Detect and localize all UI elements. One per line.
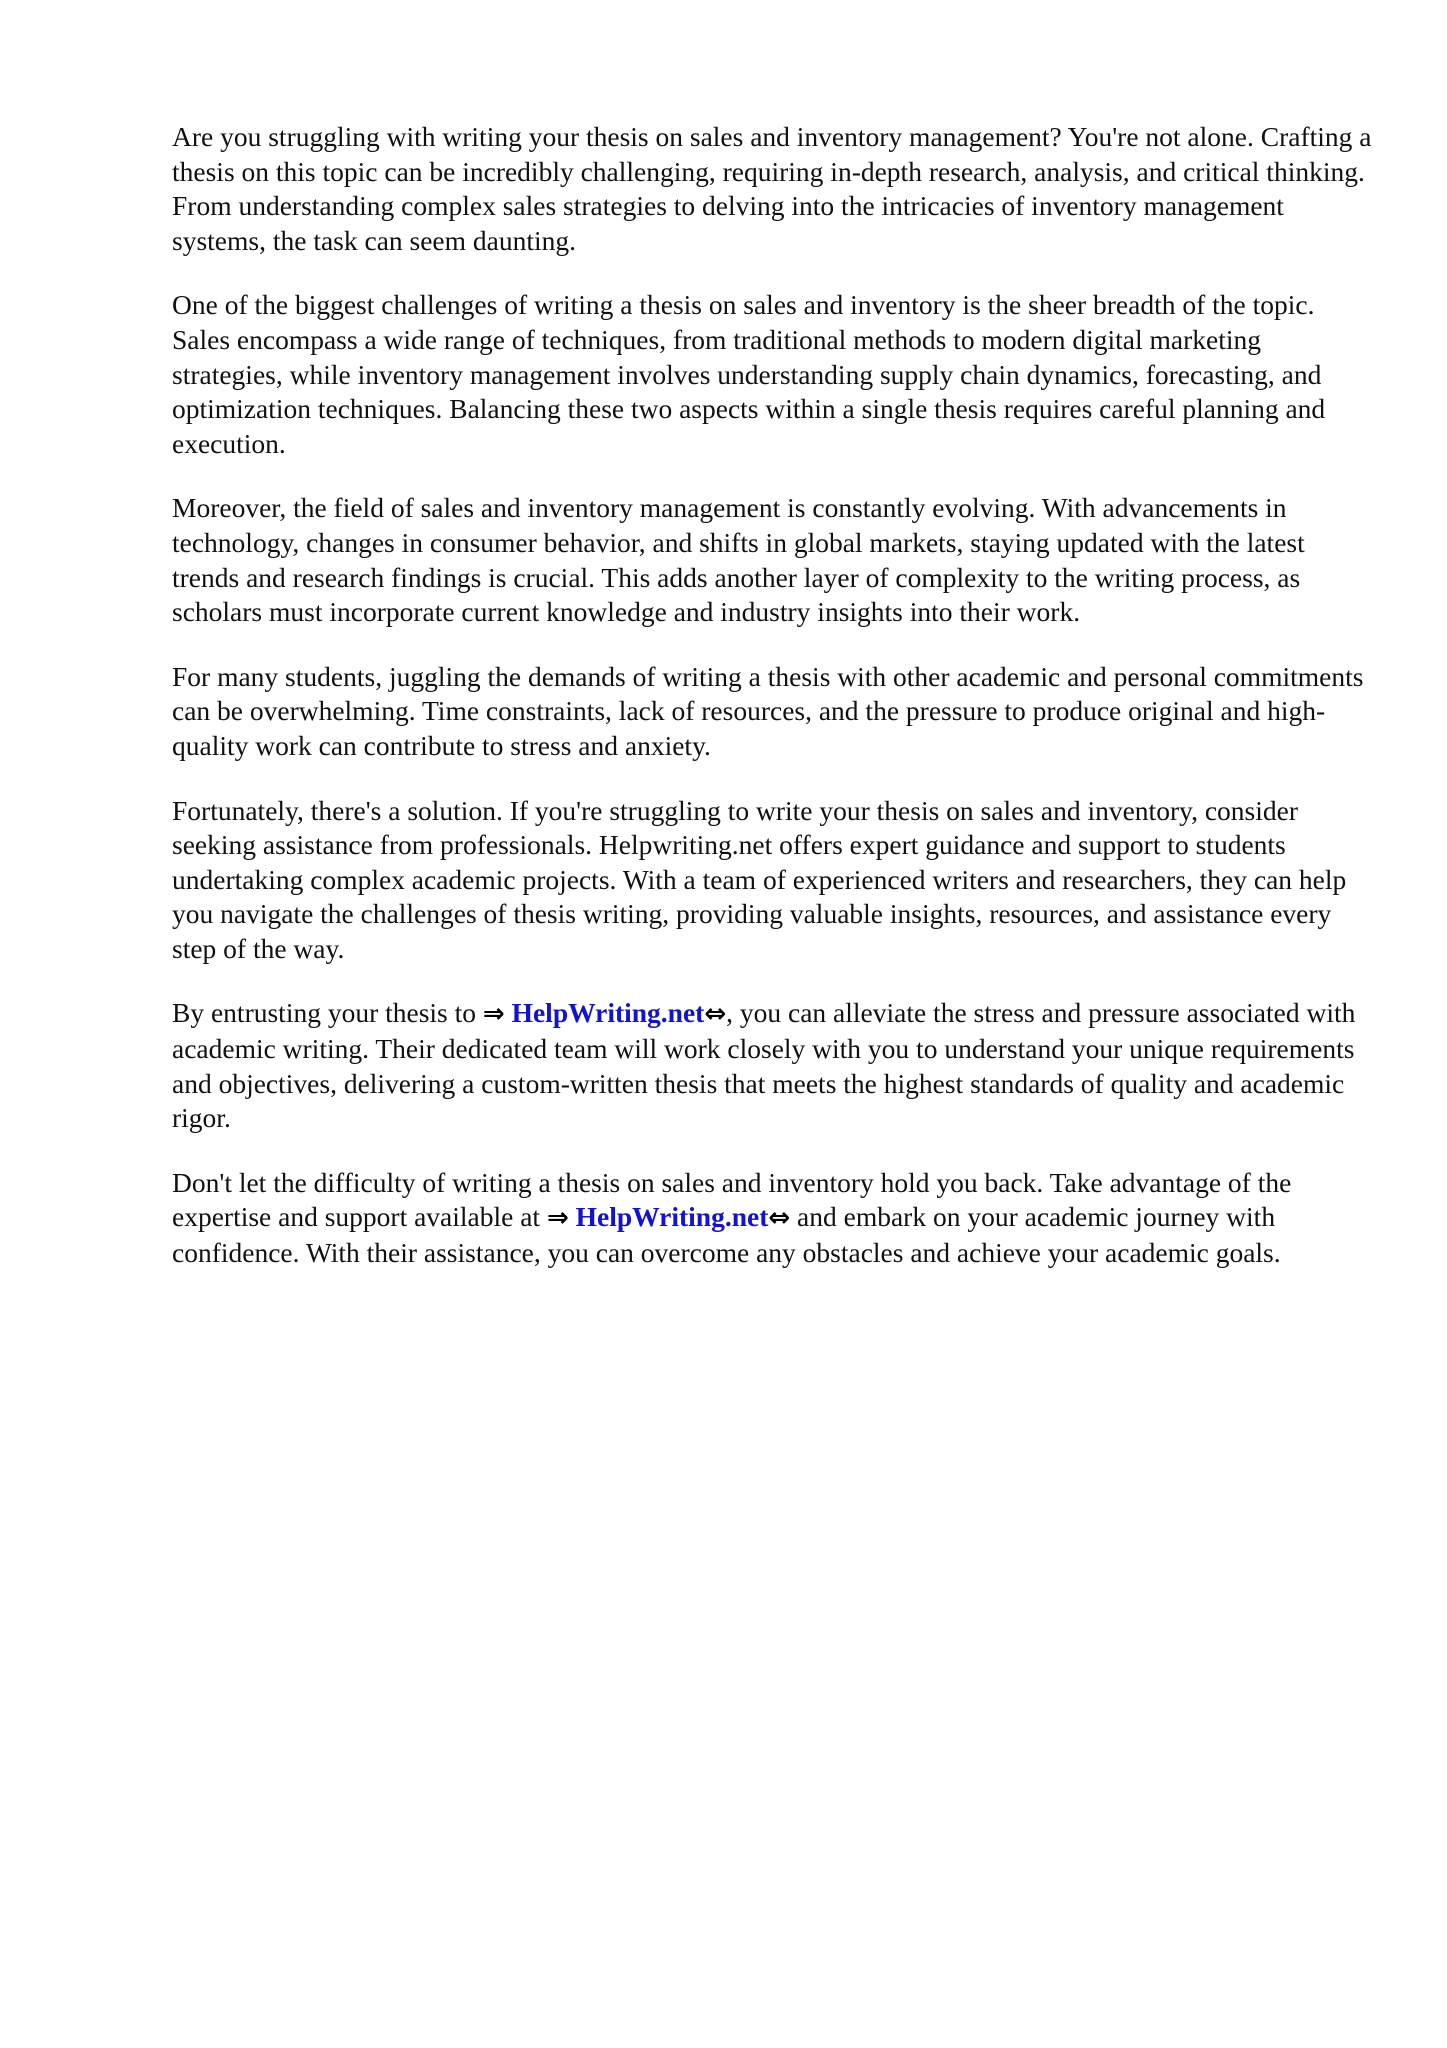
helpwriting-link[interactable]: HelpWriting.net <box>575 1201 769 1233</box>
paragraph-closing <box>172 1166 1372 1271</box>
double-arrow-icon: ⇔ <box>768 1203 791 1234</box>
paragraph-evolving-field: Moreover, the field of sales and inventory management is constantly evolving. With advancements in technology, changes in consumer behavior, and shifts in global markets, staying updated with the latest trends and research findings is crucial. This adds another layer of complexity to the writing process, as scholars must incorporate current knowledge and industry insights into their work. <box>172 492 1305 628</box>
document-body <box>172 120 1372 1301</box>
helpwriting-link[interactable]: HelpWriting.net <box>511 997 705 1029</box>
paragraph-intro: Are you struggling with writing your thesis on sales and inventory management? You're not alone. Crafting a thesis on this topic can be incredibly challenging, requiring in-depth research, analysis, and critical thinking. From understanding complex sales strategies to delving into the intricacies of inventory management systems, the task can seem daunting. <box>172 121 1372 256</box>
paragraph-closing-text-after: and embark on your academic journey with confidence. With their assistance, you can overcome any obstacles and achieve your academic goals. <box>172 1201 1281 1269</box>
double-arrow-icon: ⇔ <box>704 999 727 1030</box>
paragraph-entrusting-text-after: , you can alleviate the stress and pressure associated with academic writing. Their dedicated team will work closely with you to understand your unique requirements and objectives, delivering a custom-written thesis that meets the highest standards of quality and academic rigor. <box>172 997 1356 1134</box>
paragraph-challenges: One of the biggest challenges of writing a thesis on sales and inventory is the sheer breadth of the topic. Sales encompass a wide range of techniques, from traditional methods to modern digital marketing strategies, while inventory management involves understanding supply chain dynamics, forecasting, and optimization techniques. Balancing these two aspects within a single thesis requires careful planning and execution. <box>172 289 1326 459</box>
right-arrow-icon: ⇒ <box>546 1203 569 1234</box>
paragraph-entrusting-text-before: By entrusting your thesis to <box>172 997 483 1029</box>
paragraph-student-demands: For many students, juggling the demands of writing a thesis with other academic and personal commitments can be overwhelming. Time constraints, lack of resources, and the pressure to produce original and high-quality work can contribute to stress and anxiety. <box>172 660 1364 761</box>
paragraph-closing-text-before: Don't let the difficulty of writing a thesis on sales and inventory hold you back. Take advantage of the expertise and support available at <box>172 1166 1292 1233</box>
paragraph-solution: Fortunately, there's a solution. If you're struggling to write your thesis on sales and inventory, consider seeking assistance from professionals. Helpwriting.net offers expert guidance and support to students undertaking complex academic projects. With a team of experienced writers and researchers, they can help you navigate the challenges of thesis writing, providing valuable insights, resources, and assistance every step of the way. <box>172 794 1347 964</box>
paragraph-entrusting <box>172 996 1372 1135</box>
right-arrow-icon: ⇒ <box>482 999 505 1030</box>
